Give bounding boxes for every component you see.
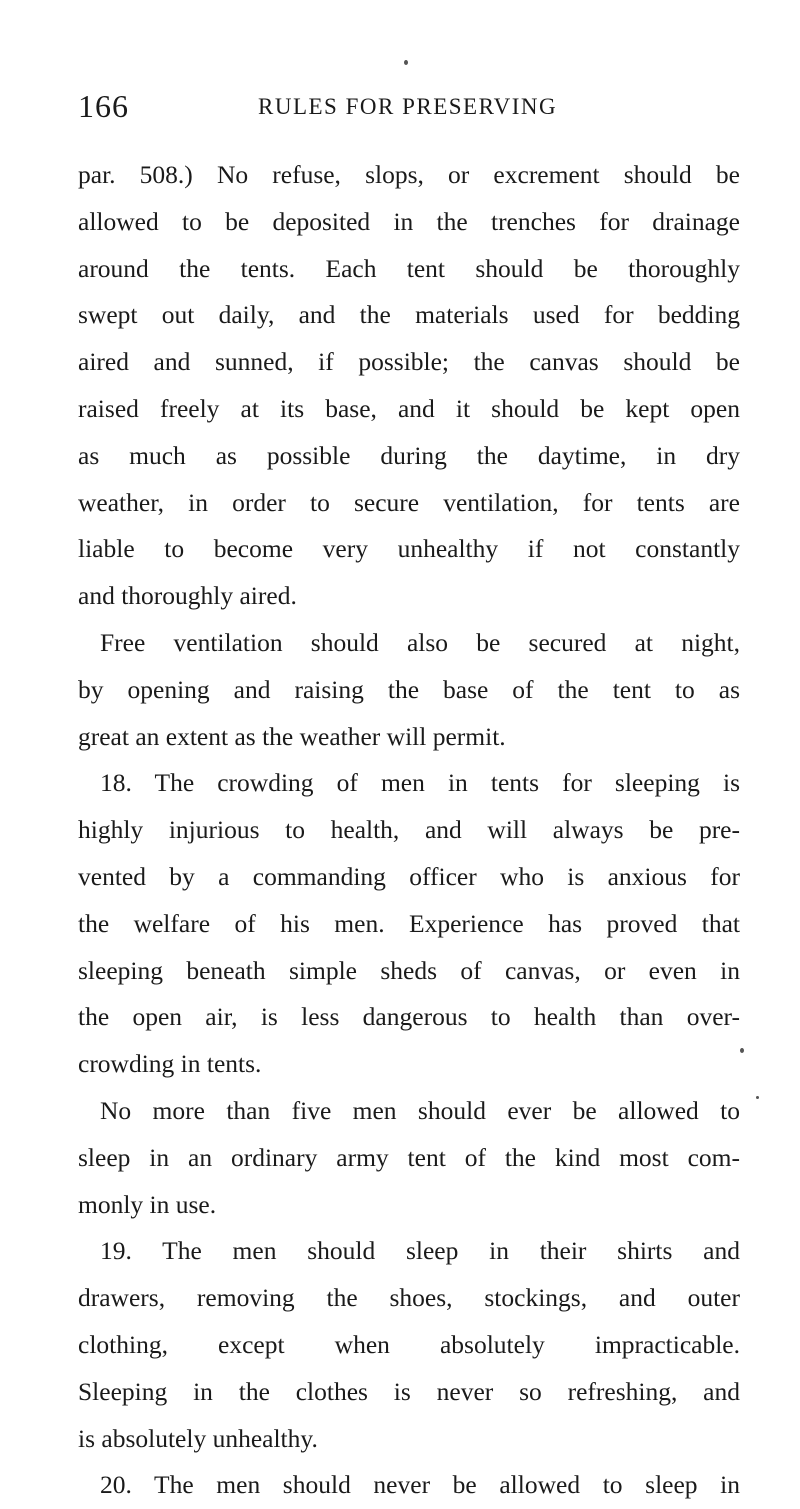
text-line: drawers, removing the shoes, stockings, and outer (78, 1283, 740, 1313)
text-line: swept out daily, and the materials used for bedding (78, 300, 740, 330)
text-line: around the tents. Each tent should be thoroughly (78, 253, 740, 283)
print-speck (740, 1048, 744, 1053)
print-speck (404, 60, 408, 65)
print-speck (756, 1096, 759, 1099)
text-line: Sleeping in the clothes is never so refreshing, and (78, 1376, 740, 1406)
text-line: highly injurious to health, and will always be pre- (78, 815, 740, 845)
text-line: by opening and raising the base of the tent to as (78, 674, 740, 704)
text-line: sleep in an ordinary army tent of the kind most com- (78, 1142, 740, 1172)
body-text (78, 152, 740, 1509)
text-line: and thoroughly aired. (78, 581, 297, 611)
page-number: 166 (78, 88, 129, 124)
text-line: 18. The crowding of men in tents for sleeping is (100, 768, 740, 798)
text-line: the welfare of his men. Experience has proved that (78, 908, 740, 938)
text-line: as much as possible during the daytime, in dry (78, 440, 740, 470)
text-line: is absolutely unhealthy. (78, 1423, 318, 1453)
text-line: vented by a commanding officer who is anxious for (78, 861, 740, 891)
text-line: clothing, except when absolutely impracticable. (78, 1329, 740, 1359)
text-line: liable to become very unhealthy if not constantly (78, 534, 740, 564)
text-line: monly in use. (78, 1189, 217, 1219)
text-line: par. 508.) No refuse, slops, or excrement should be (78, 160, 740, 189)
text-line: sleeping beneath simple sheds of canvas, or even in (78, 955, 740, 985)
text-line: aired and sunned, if possible; the canvas should be (78, 347, 740, 377)
text-line: the open air, is less dangerous to health than over- (78, 1002, 740, 1032)
text-line: 19. The men should sleep in their shirts and (100, 1236, 740, 1266)
text-line: crowding in tents. (78, 1049, 262, 1079)
page-header (78, 86, 738, 126)
text-line: allowed to be deposited in the trenches for drainage (78, 206, 740, 236)
running-head: RULES FOR PRESERVING (258, 94, 558, 119)
text-line: No more than five men should ever be allowed to (100, 1095, 740, 1125)
text-line: great an extent as the weather will permit. (78, 721, 506, 751)
text-line: 20. The men should never be allowed to sleep in (100, 1470, 740, 1500)
text-line: raised freely at its base, and it should be kept open (78, 393, 740, 423)
text-line: weather, in order to secure ventilation, for tents are (78, 487, 740, 517)
text-line: Free ventilation should also be secured at night, (100, 627, 740, 657)
